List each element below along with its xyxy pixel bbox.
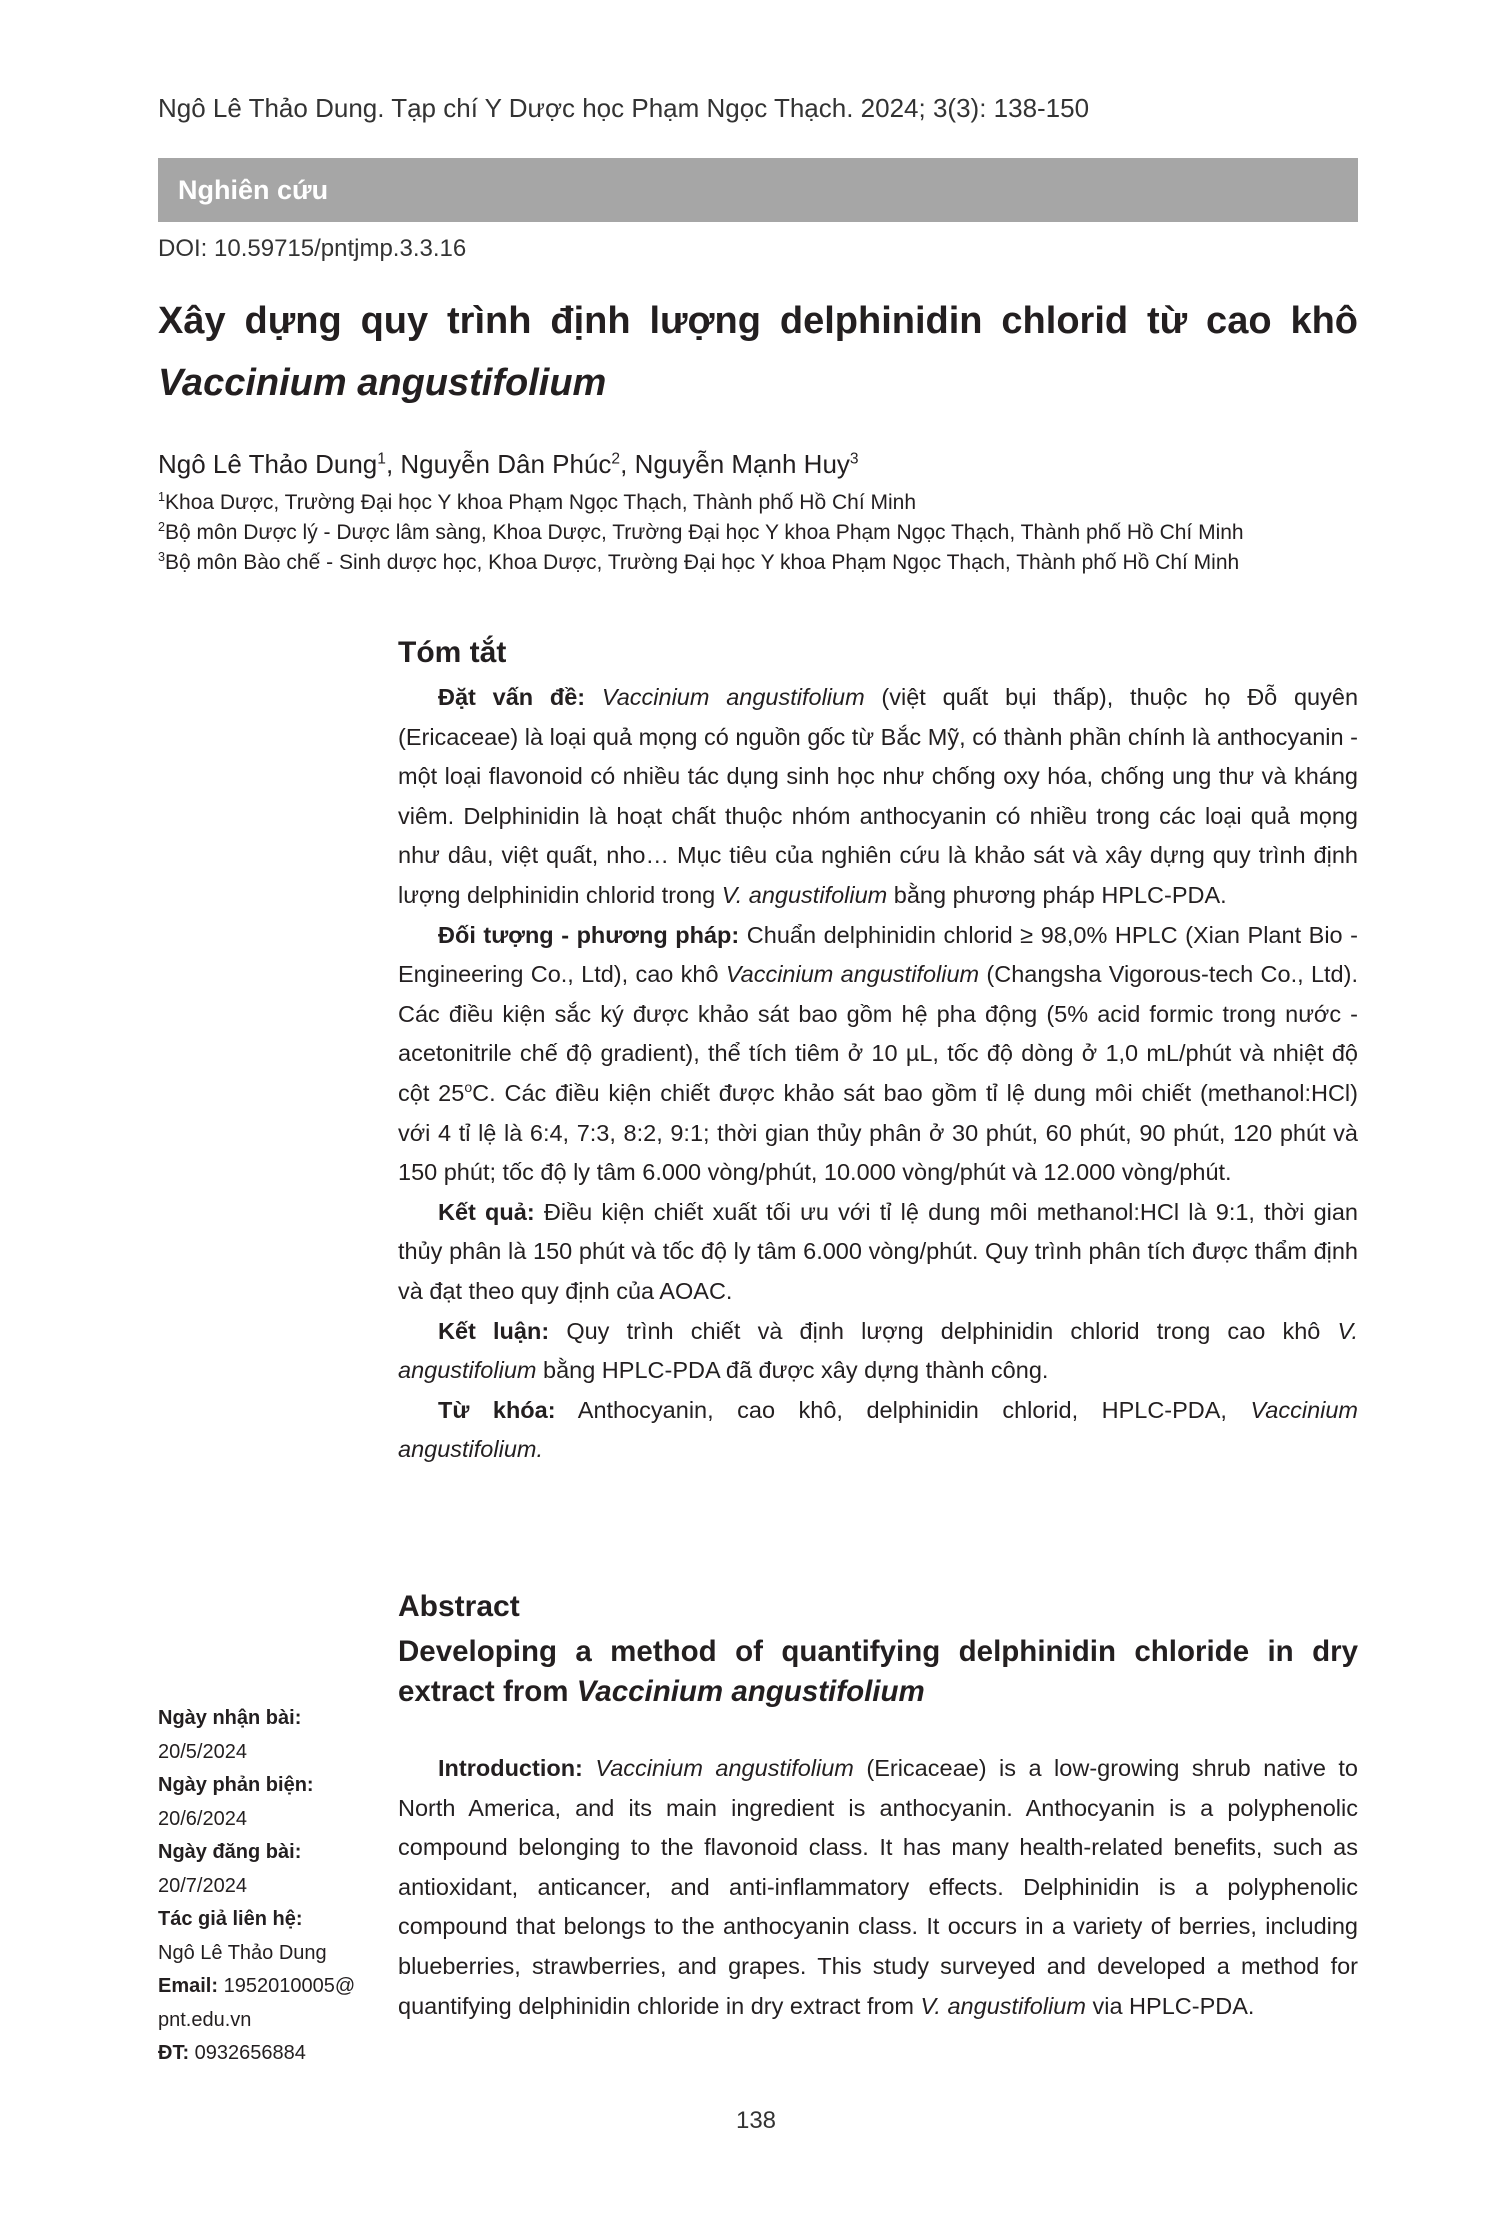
journal-citation: Ngô Lê Thảo Dung. Tạp chí Y Dược học Phạm Ngọc Thạch. 2024; 3(3): 138-150 <box>158 93 1090 123</box>
ket-luan-paragraph <box>398 1312 1358 1391</box>
affiliation-1 <box>158 491 916 515</box>
author-separator: , <box>385 449 401 479</box>
title-main: Xây dựng quy trình định lượng delphinidin chlorid từ cao khô <box>158 300 1358 342</box>
tom-tat-heading: Tóm tắt <box>398 636 507 669</box>
ket-qua-label: Kết quả: <box>438 1198 535 1225</box>
received-label: Ngày nhận bài: <box>158 1707 302 1729</box>
author-name: Nguyễn Mạnh Huy <box>634 449 850 479</box>
article-title <box>158 290 1358 414</box>
contact-name: Ngô Lê Thảo Dung <box>158 1941 327 1964</box>
doi-tuong-paragraph <box>398 916 1358 1193</box>
species-italic: Vaccinium angustifolium <box>725 961 980 988</box>
author-affiliation-mark: 3 <box>849 450 859 468</box>
abstract-heading: Abstract <box>398 1590 520 1623</box>
paragraph-text: Điều kiện chiết xuất tối ưu với tỉ lệ dung môi methanol:HCl là 9:1, thời gian thủy phân là 150 phút và tốc độ ly tâm 6.000 vòng/phút. Quy trình phân tích được thẩm định và đạt theo quy định của AOAC. <box>398 1198 1358 1304</box>
phone-line <box>158 2037 388 2071</box>
review-date: 20/6/2024 <box>158 1807 247 1830</box>
english-title-main: Developing a method of quantifying delphinidin chloride in dry extract from <box>398 1635 1358 1708</box>
email-address[interactable]: 1952010005@ <box>223 1975 356 1997</box>
dat-van-de-label: Đặt vấn đề: <box>438 684 586 710</box>
dat-van-de-paragraph <box>398 678 1358 916</box>
abstract-body <box>398 1749 1358 2026</box>
article-info-sidebar <box>158 1702 388 2071</box>
species-italic: V. angustifolium <box>721 881 888 908</box>
affiliation-3 <box>158 551 1239 575</box>
species-italic: V. angustifolium <box>920 1992 1086 2019</box>
english-title-species: Vaccinium angustifolium <box>576 1675 925 1708</box>
affiliation-mark: 3 <box>158 550 166 564</box>
affiliation-text: Bộ môn Bào chế - Sinh dược học, Khoa Dược, Trường Đại học Y khoa Phạm Ngọc Thạch, Thành phố Hồ Chí Minh <box>165 551 1240 574</box>
published-label: Ngày đăng bài: <box>158 1841 302 1863</box>
author-affiliation-mark: 2 <box>611 450 621 468</box>
phone-label: ĐT: <box>158 2042 190 2064</box>
affiliation-mark: 2 <box>158 520 166 534</box>
affiliation-mark: 1 <box>158 490 166 504</box>
page-number: 138 <box>735 2107 777 2134</box>
ket-qua-paragraph <box>398 1193 1358 1312</box>
species-italic: Vaccinium angustifolium <box>601 684 865 710</box>
paragraph-text: bằng HPLC-PDA đã được xây dựng thành công. <box>536 1357 1049 1384</box>
author-name: Ngô Lê Thảo Dung <box>158 449 378 479</box>
published-date: 20/7/2024 <box>158 1874 247 1897</box>
paragraph-text: (Ericaceae) is a low-growing shrub native to North America, and its main ingredient is anthocyanin. Anthocyanin is a polyphenolic compound belonging to the flavonoid class. It has many health-related benefits, such as antioxidant, anticancer, and anti-inflammatory effects. Delphinidin is a polyphenolic compound that belongs to the anthocyanin class. It occurs in a variety of berries, including blueberries, strawberries, and grapes. This study surveyed and developed a method for quantifying delphinidin chloride in dry extract from <box>398 1755 1359 2019</box>
tu-khoa-label: Từ khóa: <box>438 1396 556 1423</box>
tom-tat-body <box>398 678 1358 1470</box>
email-address-continued[interactable]: pnt.edu.vn <box>158 2008 252 2031</box>
received-date: 20/5/2024 <box>158 1740 247 1763</box>
review-label: Ngày phản biện: <box>158 1774 314 1796</box>
english-title <box>398 1632 1358 1712</box>
email-line[interactable] <box>158 1970 388 2004</box>
tu-khoa-paragraph <box>398 1391 1358 1470</box>
affiliation-text: Bộ môn Dược lý - Dược lâm sàng, Khoa Dược, Trường Đại học Y khoa Phạm Ngọc Thạch, Thành phố Hồ Chí Minh <box>165 521 1244 544</box>
contact-label: Tác giả liên hệ: <box>158 1908 303 1930</box>
author-name: Nguyễn Dân Phúc <box>400 449 612 479</box>
species-italic: V. angustifolium <box>398 1317 1358 1384</box>
email-label: Email: <box>158 1975 219 1997</box>
introduction-paragraph <box>398 1749 1358 2026</box>
species-italic: Vaccinium angustifolium <box>595 1755 854 1781</box>
ket-luan-label: Kết luận: <box>438 1317 550 1344</box>
section-label-bar: Nghiên cứu <box>158 158 1358 222</box>
phone-number: 0932656884 <box>194 2042 306 2064</box>
doi-tuong-label: Đối tượng - phương pháp: <box>438 921 740 948</box>
title-species: Vaccinium angustifolium <box>158 362 607 404</box>
paragraph-text: (Changsha Vigorous-tech Co., Ltd). Các điều kiện sắc ký được khảo sát bao gồm hệ pha động (5% acid formic trong nước - acetonitrile chế độ gradient), thể tích tiêm ở 10 µL, tốc độ dòng ở 1,0 mL/phút và nhiệt độ cột 25 <box>398 961 1358 1106</box>
species-italic: Vaccinium angustifolium. <box>398 1396 1359 1463</box>
paragraph-text: Quy trình chiết và định lượng delphinidin chlorid trong cao khô <box>549 1317 1338 1344</box>
paragraph-text: C. Các điều kiện chiết được khảo sát bao gồm tỉ lệ dung môi chiết (methanol:HCl) với 4 tỉ lệ là 6:4, 7:3, 8:2, 9:1; thời gian thủy phân ở 30 phút, 60 phút, 90 phút, 120 phút và 150 phút; tốc độ ly tâm 6.000 vòng/phút, 10.000 vòng/phút và 12.000 vòng/phút. <box>398 1079 1358 1186</box>
degree-mark: o <box>464 1079 473 1096</box>
author-affiliation-mark: 1 <box>377 450 386 468</box>
affiliation-text: Khoa Dược, Trường Đại học Y khoa Phạm Ngọc Thạch, Thành phố Hồ Chí Minh <box>165 491 917 514</box>
author-list <box>158 449 859 480</box>
paragraph-text: (việt quất bụi thấp), thuộc họ Đỗ quyên (Ericaceae) là loại quả mọng có nguồn gốc từ Bắc Mỹ, có thành phần chính là anthocyanin - một loại flavonoid có nhiều tác dụng sinh học như chống oxy hóa, chống ung thư và kháng viêm. Delphinidin là hoạt chất thuộc nhóm anthocyanin có nhiều trong các loại quả mọng như dâu, việt quất, nho… Mục tiêu của nghiên cứu là khảo sát và xây dựng quy trình định lượng delphinidin chlorid trong <box>398 684 1359 908</box>
author-separator: , <box>620 449 635 479</box>
introduction-label: Introduction: <box>438 1755 583 1781</box>
paragraph-text: Chuẩn delphinidin chlorid ≥ 98,0% HPLC (Xian Plant Bio - Engineering Co., Ltd), cao khô <box>398 921 1358 988</box>
paragraph-text: via HPLC-PDA. <box>1085 1992 1255 2019</box>
paragraph-text: bằng phương pháp HPLC-PDA. <box>887 881 1227 908</box>
doi-link[interactable]: DOI: 10.59715/pntjmp.3.3.16 <box>158 235 467 262</box>
affiliation-2 <box>158 521 1244 545</box>
paragraph-text: Anthocyanin, cao khô, delphinidin chlorid, HPLC-PDA, <box>555 1396 1251 1423</box>
